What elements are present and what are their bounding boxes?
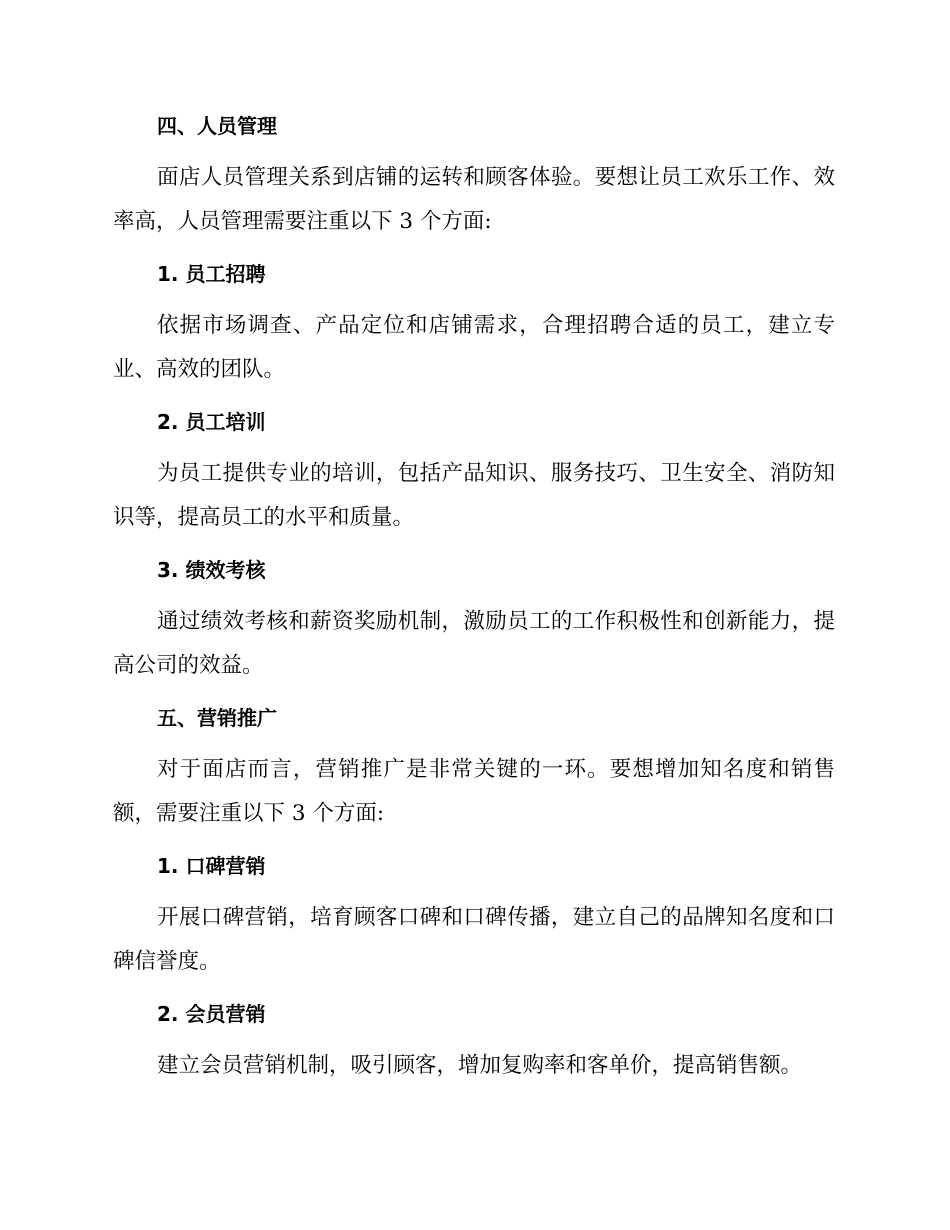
- item-text: 为员工提供专业的培训，包括产品知识、服务技巧、卫生安全、消防知识等，提高员工的水平和质量。: [113, 461, 835, 530]
- section-intro: 对于面店而言，营销推广是非常关键的一环。要想增加知名度和销售额，需要注重以下 3 个方面:: [113, 757, 835, 826]
- section-heading: 四、人员管理: [157, 114, 277, 138]
- section-intro: 面店人员管理关系到店铺的运转和顾客体验。要想让员工欢乐工作、效率高，人员管理需要注重以下 3 个方面:: [113, 165, 835, 234]
- item-title: 1. 员工招聘: [157, 262, 266, 286]
- section-heading: 五、营销推广: [157, 706, 277, 730]
- item-title: 1. 口碑营销: [157, 854, 266, 878]
- item-text: 依据市场调查、产品定位和店铺需求，合理招聘合适的员工，建立专业、高效的团队。: [113, 313, 835, 382]
- item-text: 通过绩效考核和薪资奖励机制，激励员工的工作积极性和创新能力，提高公司的效益。: [113, 609, 835, 678]
- item-title: 2. 员工培训: [157, 410, 266, 434]
- item-title: 3. 绩效考核: [157, 558, 266, 582]
- item-text: 开展口碑营销，培育顾客口碑和口碑传播，建立自己的品牌知名度和口碑信誉度。: [113, 905, 835, 974]
- item-title: 2. 会员营销: [157, 1002, 266, 1026]
- document-body: [113, 104, 835, 1088]
- item-text: 建立会员营销机制，吸引顾客，增加复购率和客单价，提高销售额。: [157, 1053, 803, 1078]
